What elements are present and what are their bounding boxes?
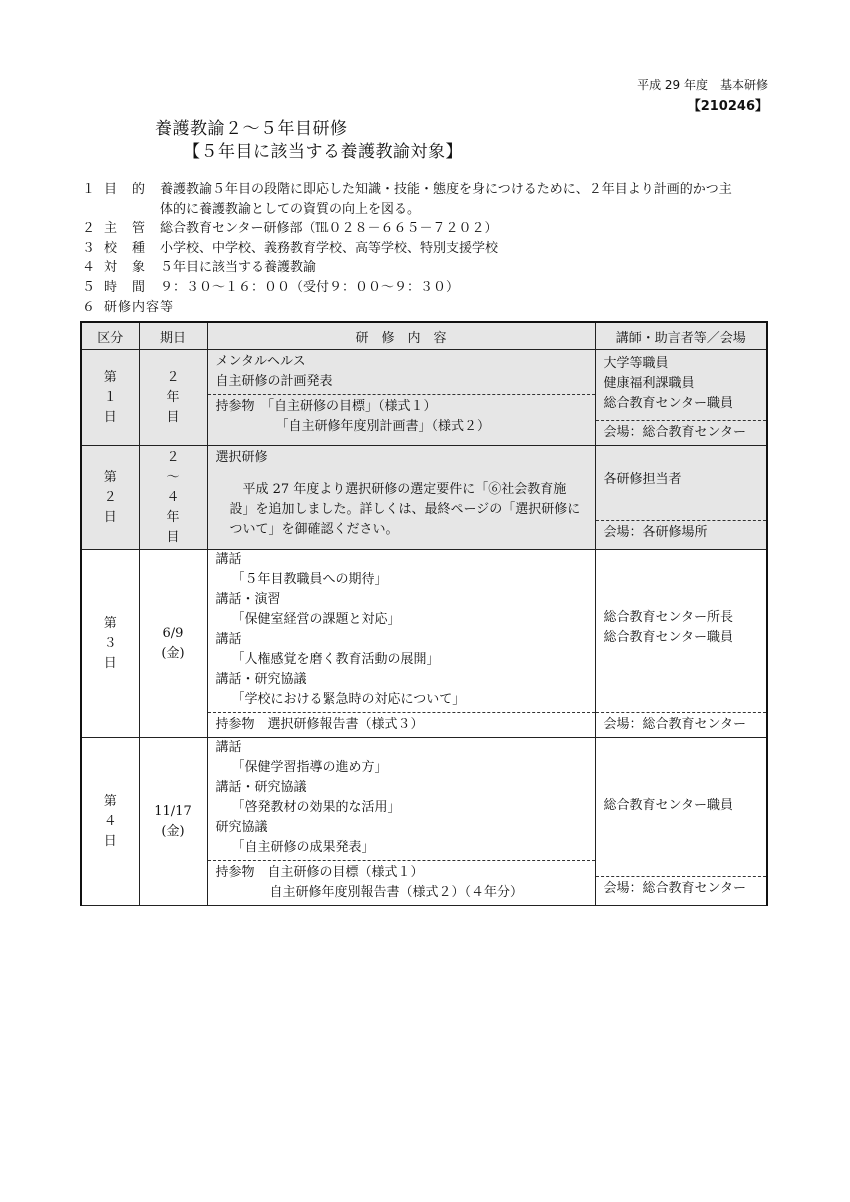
instructor-cell — [595, 550, 767, 738]
header-date: 期日 — [139, 322, 207, 350]
instructor: 総合教育センター職員 — [603, 630, 733, 645]
content-cell — [207, 350, 595, 446]
section-number: １ — [82, 182, 96, 197]
content-line: 講話・研究協議 — [215, 672, 307, 687]
content-line: 選択研修 — [215, 450, 268, 465]
materials: 持参物 選択研修報告書（様式３） — [208, 712, 595, 737]
table-header-row — [81, 322, 767, 350]
section-time — [82, 278, 772, 298]
header-instructors: 講師・助言者等／会場 — [595, 322, 767, 350]
section-text: 総合教育センター研修部（℡０２８－６６５－７２０２） — [160, 221, 498, 237]
venue: 会場：各研修場所 — [596, 520, 767, 545]
date-cell: ２ 年 目 — [139, 350, 207, 446]
section-contents — [82, 298, 772, 318]
division-cell: 第 ２ 日 — [81, 446, 139, 550]
section-text: ５年目に該当する養護教諭 — [160, 260, 317, 276]
section-number: ４ — [82, 260, 96, 276]
section-number: ２ — [82, 221, 96, 237]
notice-paragraph: 平成 27 年度より選択研修の選定要件に「⑥社会教育施設」を追加しました。詳しくは、最終ページの「選択研修について」を御確認ください。 — [229, 482, 581, 537]
table-row — [81, 550, 767, 738]
venue: 会場：総合教育センター — [596, 712, 767, 737]
section-organizer — [82, 219, 772, 239]
content-line: 研究協議 — [215, 820, 268, 835]
instructor: 大学等職員 — [603, 356, 669, 371]
section-label: 校 種 — [104, 240, 147, 256]
content-line: 「保健室経営の課題と対応」 — [231, 612, 401, 627]
content-line: 自主研修の計画発表 — [215, 374, 333, 389]
section-number: ５ — [82, 279, 96, 295]
section-list — [82, 180, 772, 317]
content-line: 講話・研究協議 — [215, 780, 307, 795]
page-title: 養護教諭２～５年目研修 — [155, 119, 348, 139]
instructor: 総合教育センター職員 — [603, 798, 733, 813]
section-text: 小学校、中学校、義務教育学校、高等学校、特別支援学校 — [160, 240, 499, 256]
content-cell — [207, 446, 595, 550]
header-division: 区分 — [81, 322, 139, 350]
date-cell: ２ ～ ４ 年 目 — [139, 446, 207, 550]
content-line: 講話 — [215, 632, 242, 647]
instructor: 総合教育センター職員 — [603, 396, 733, 411]
content-line: 講話・演習 — [215, 592, 281, 607]
content-line: 講話 — [215, 740, 242, 755]
section-text-line: 体的に養護教諭としての資質の向上を図る。 — [160, 201, 421, 217]
table-row — [81, 350, 767, 446]
section-target — [82, 258, 772, 278]
section-text-line: 養護教諭５年目の段階に即応した知識・技能・態度を身につけるために、２年目より計画的かつ主 — [160, 182, 732, 197]
course-code: 【210246】 — [687, 99, 768, 114]
content-line: 「５年目教職員への期待」 — [231, 572, 388, 587]
content-cell — [207, 738, 595, 906]
date-cell: 11/17 (金) — [139, 738, 207, 906]
date-cell: 6/9 (金) — [139, 550, 207, 738]
section-text: ９：３０～１６：００（受付９：００～９：３０） — [160, 279, 460, 295]
schedule-table — [80, 321, 768, 906]
section-school-types — [82, 239, 772, 259]
division-cell: 第 ４ 日 — [81, 738, 139, 906]
content-line: 講話 — [215, 552, 242, 567]
content-line: メンタルヘルス — [215, 354, 306, 369]
venue: 会場：総合教育センター — [596, 876, 767, 901]
content-line: 「自主研修の成果発表」 — [231, 840, 375, 855]
section-label: 主 管 — [104, 221, 147, 237]
section-label: 研修内容等 — [104, 299, 175, 315]
instructor-cell — [595, 446, 767, 550]
table-row — [81, 738, 767, 906]
section-label: 対 象 — [104, 260, 147, 276]
table-row — [81, 446, 767, 550]
section-text — [160, 180, 772, 219]
content-line: 「保健学習指導の進め方」 — [231, 760, 388, 775]
instructor: 各研修担当者 — [603, 472, 682, 487]
section-label: 目 的 — [104, 182, 147, 197]
content-cell — [207, 550, 595, 738]
section-label: 時 間 — [104, 279, 147, 295]
venue: 会場：総合教育センター — [596, 420, 767, 445]
division-cell: 第 １ 日 — [81, 350, 139, 446]
instructor-cell — [595, 350, 767, 446]
page-subtitle: 【５年目に該当する養護教諭対象】 — [183, 142, 463, 162]
content-line: 「学校における緊急時の対応について」 — [231, 692, 466, 707]
materials: 持参物 「自主研修の目標」（様式１） 「自主研修年度別計画書」（様式２） — [208, 394, 595, 439]
instructor: 健康福利課職員 — [603, 376, 695, 391]
content-line: 「人権感覚を磨く教育活動の展開」 — [231, 652, 440, 667]
section-number: ６ — [82, 299, 96, 315]
year-label: 平成 29 年度 基本研修 — [637, 78, 768, 92]
instructor: 総合教育センター所長 — [603, 610, 733, 625]
header-content: 研 修 内 容 — [207, 322, 595, 350]
section-number: ３ — [82, 240, 96, 256]
division-cell: 第 ３ 日 — [81, 550, 139, 738]
section-purpose — [82, 180, 772, 219]
materials: 持参物 自主研修の目標（様式１） 自主研修年度別報告書（様式２）（４年分） — [208, 860, 595, 905]
content-line: 「啓発教材の効果的な活用」 — [231, 800, 401, 815]
instructor-cell — [595, 738, 767, 906]
